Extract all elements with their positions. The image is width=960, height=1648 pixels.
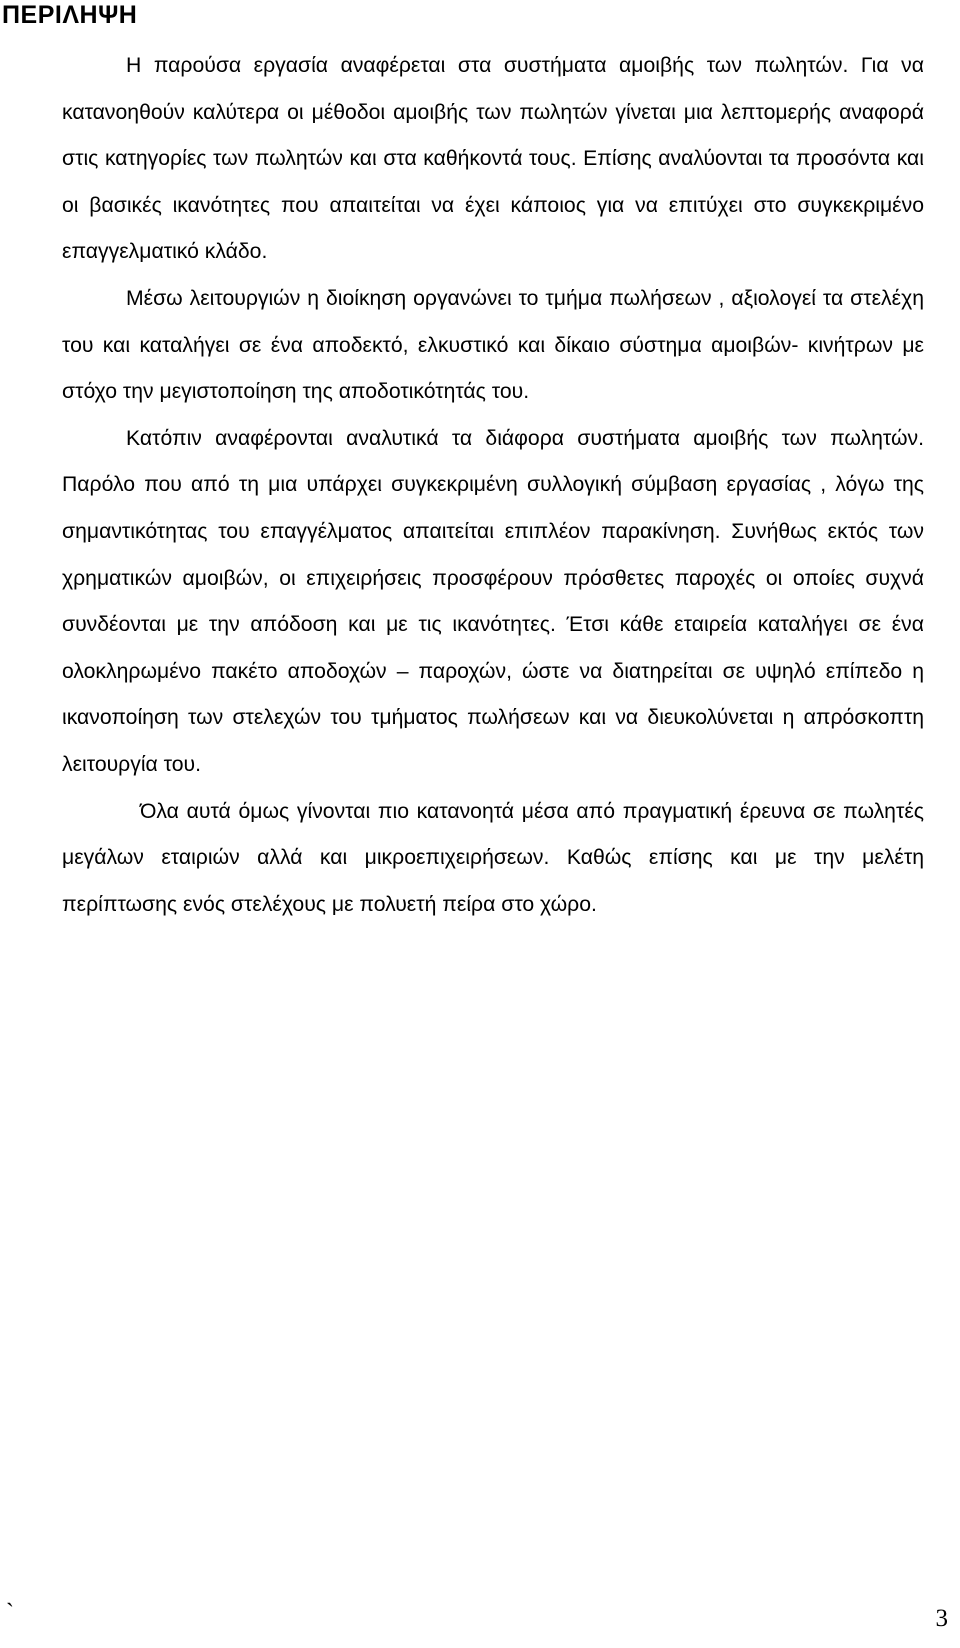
paragraph-2: Μέσω λειτουργιών η διοίκηση οργανώνει το τμήμα πωλήσεων , αξιολογεί τα στελέχη του και καταλήγει σε ένα αποδεκτό, ελκυστικό και δίκαιο σύστημα αμοιβών- κινήτρων με στόχο την μεγιστοποίηση της αποδοτικότητάς του. xyxy=(62,286,924,404)
paragraph-1: Η παρούσα εργασία αναφέρεται στα συστήματα αμοιβής των πωλητών. Για να κατανοηθούν καλύτερα οι μέθοδοι αμοιβής των πωλητών γίνεται μια λεπτομερής αναφορά στις κατηγορίες των πωλητών και στα καθήκοντά τους. Επίσης αναλύονται τα προσόντα και οι βασικές ικανότητες που απαιτείται να έχει κάποιος για να επιτύχει στο συγκεκριμένο επαγγελματικό κλάδο. xyxy=(62,54,924,264)
paragraph-4: Όλα αυτά όμως γίνονται πιο κατανοητά μέσα από πραγματική έρευνα σε πωλητές μεγάλων εταιριών αλλά και μικροεπιχειρήσεων. Καθώς επίσης και με την μελέτη περίπτωσης ενός στελέχους με πολυετή πείρα στο χώρο. xyxy=(62,799,924,916)
abstract-body xyxy=(62,43,924,928)
page-number: 3 xyxy=(935,1605,948,1632)
page-title: ΠΕΡΙΛΗΨΗ xyxy=(2,1,138,29)
footer-marker: ` xyxy=(6,1600,14,1626)
paragraph-3: Κατόπιν αναφέρονται αναλυτικά τα διάφορα συστήματα αμοιβής των πωλητών. Παρόλο που από τη μια υπάρχει συγκεκριμένη συλλογική σύμβαση εργασίας , λόγω της σημαντικότητας του επαγγέλματος απαιτείται επιπλέον παρακίνηση. Συνήθως εκτός των χρηματικών αμοιβών, οι επιχειρήσεις προσφέρουν πρόσθετες παροχές οι οποίες συχνά συνδέονται με την απόδοση και με τις ικανότητες. Έτσι κάθε εταιρεία καταλήγει σε ένα ολοκληρωμένο πακέτο αποδοχών – παροχών, ώστε να διατηρείται σε υψηλό επίπεδο η ικανοποίηση των στελεχών του τμήματος πωλήσεων και να διευκολύνεται η απρόσκοπτη λειτουργία του. xyxy=(62,426,924,776)
